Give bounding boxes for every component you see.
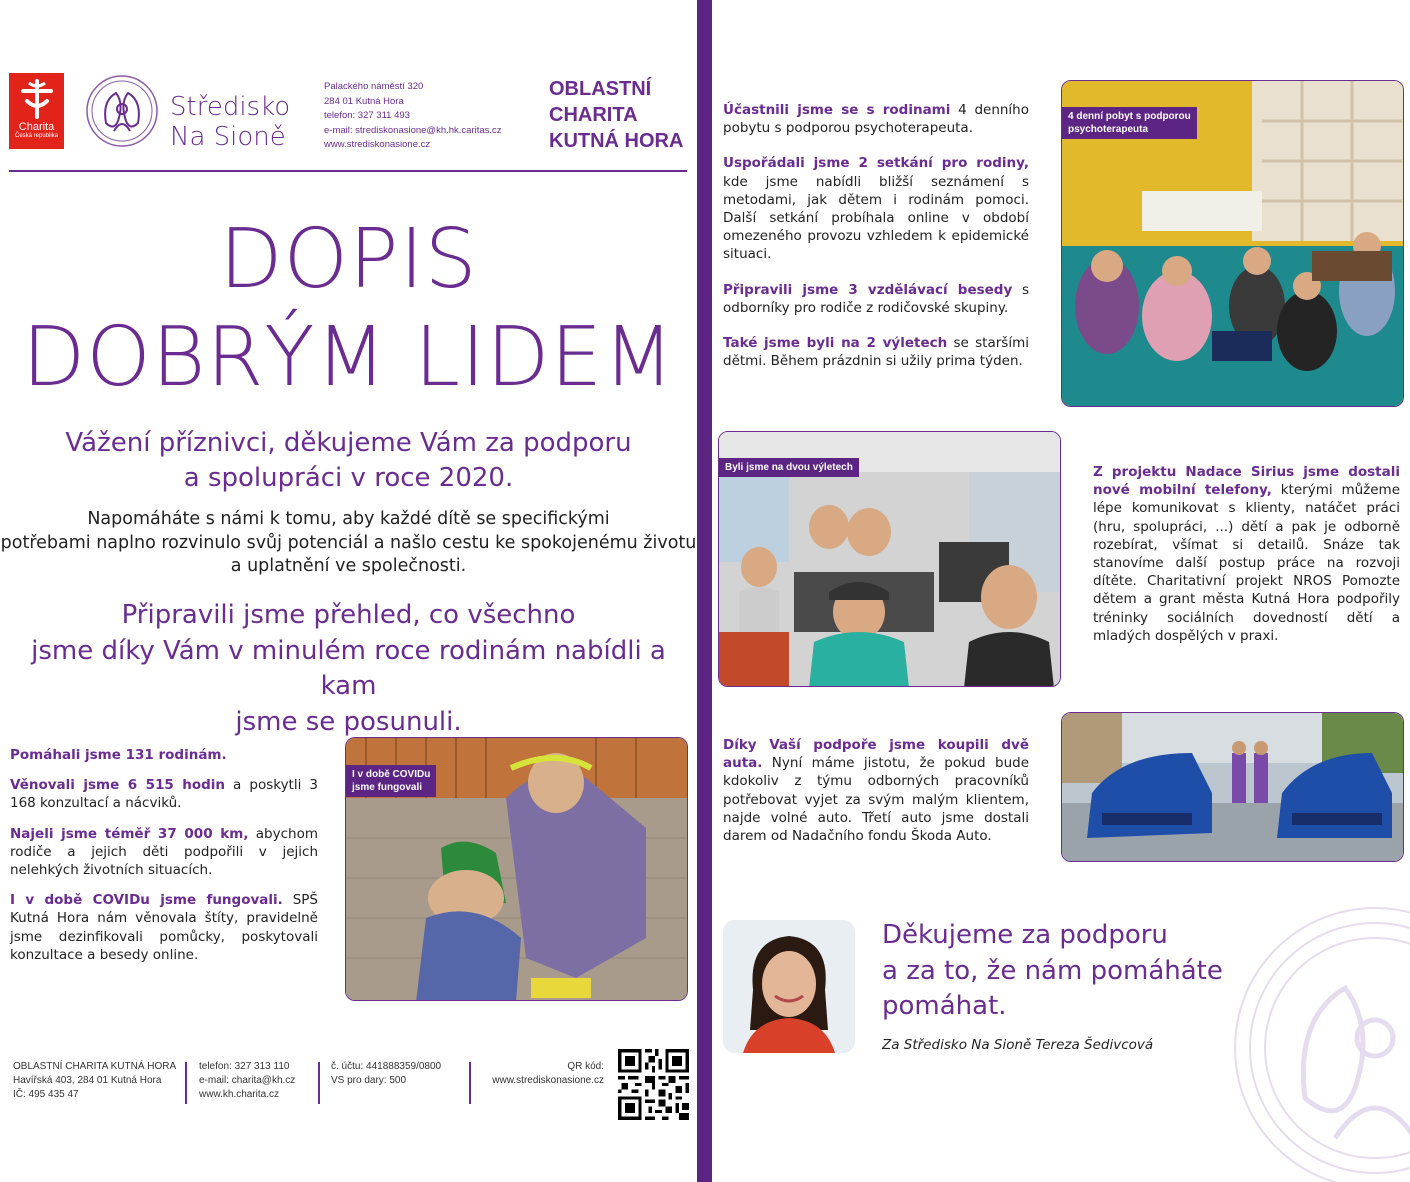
- greeting: Vážení příznivci, děkujeme Vám za podporu a spolupráci v roce 2020.: [65, 428, 632, 493]
- overview-heading: Připravili jsme přehled, co všechno jsme díky Vám v minulém roce rodinám nabídli a kam jsme se posunuli.: [31, 600, 666, 737]
- achievement-item: Účastnili jsme se s rodinami 4 denního pobytu s podporou psychoterapeuta.: [723, 102, 1030, 137]
- org-name: OBLASTNÍ CHARITA KUTNÁ HORA: [549, 78, 684, 152]
- charita-logo: [9, 73, 64, 149]
- sion-logo-icon: [84, 73, 160, 149]
- achievement-item: Pomáhali jsme 131 rodinám.: [10, 747, 227, 763]
- thanks-message: Děkujeme za podporu a za to, že nám pomáháte pomáhat.: [882, 920, 1223, 1021]
- right-achievements: [723, 101, 1029, 387]
- footer-separator: [469, 1062, 471, 1104]
- charita-logo-subtext: Česká republika: [14, 133, 59, 139]
- footer: [13, 1060, 693, 1120]
- header-website: www.strediskonasione.cz: [324, 139, 431, 150]
- footer-account: č. účtu: 441888359/0800 VS pro dary: 500: [331, 1061, 442, 1086]
- sion-watermark-icon: [1225, 898, 1410, 1182]
- footer-contact: telefon: 327 313 110 e-mail: charita@kh.cz www.kh.charita.cz: [199, 1061, 296, 1100]
- photo-cars: [1061, 712, 1404, 862]
- charita-logo-text: Charita: [18, 121, 55, 133]
- photo-pobyt: [1061, 80, 1404, 407]
- achievement-item: I v době COVIDu jsme fungovali. SPŠ Kutná Hora nám věnovala štíty, pravidelně jsme dezinfikovali pomůcky, poskytovali konzultace a besedy online.: [10, 892, 318, 963]
- photo-pobyt-caption: 4 denní pobyt s podporou psychoterapeuta: [1062, 107, 1197, 139]
- achievement-item: Věnovali jsme 6 515 hodin a poskytli 3 168 konzultací a nácviků.: [10, 777, 318, 812]
- photo-covid-caption: I v době COVIDu jsme fungovali: [346, 765, 436, 797]
- achievement-item: Najeli jsme téměř 37 000 km, abychom rodiče a jejich děti podpořili v jejich nelehkých životních situacích.: [10, 825, 318, 879]
- header-divider: [9, 170, 687, 172]
- photo-vylet-caption: Byli jsme na dvou výletech: [719, 458, 859, 477]
- footer-separator: [318, 1062, 320, 1104]
- footer-separator: [185, 1062, 187, 1104]
- achievement-item: Uspořádali jsme 2 setkání pro rodiny, kde jsme nabídli bližší seznámení s metodami, jak dětem i rodinám pomoci. Další setkání probíhala online v období omezeného provozu vzhledem k epidemické situaci.: [723, 155, 1029, 263]
- achievement-item: Připravili jsme 3 vzdělávací besedy s odborníky pro rodiče z rodičovské skupiny.: [723, 281, 1030, 316]
- sirius-paragraph: Z projektu Nadace Sirius jsme dostali nové mobilní telefony, kterými můžeme lépe komunikovat s klienty, natáčet práci (hru, spolupráci, ...) dětí a pak je odborně rozebírat, všímat si detailů. Snáze tak stanovíme další postup práce na rozvoji dítěte. Charitativní projekt NROS Pomozte dětem a grant města Kutná Hora podpořily tréninky sociálních dovedností dětí a mladých dospělých v praxi.: [1093, 464, 1400, 644]
- left-achievements: [10, 746, 318, 976]
- header-email: e-mail: strediskonasione@kh.hk.caritas.cz: [324, 124, 502, 136]
- charita-cross-icon: [15, 77, 59, 121]
- photo-cars-image: [1062, 713, 1404, 862]
- footer-org: OBLASTNÍ CHARITA KUTNÁ HORA Havířská 403, 284 01 Kutná Hora IČ: 495 435 47: [13, 1061, 177, 1100]
- achievement-item: Také jsme byli na 2 výletech se staršími dětmi. Během prázdnin si užily prima týden.: [723, 335, 1029, 370]
- sion-name: Středisko Na Sioně: [170, 92, 291, 152]
- portrait-image: [723, 920, 855, 1053]
- photo-covid: [345, 737, 688, 1001]
- intro-text: Napomáháte s námi k tomu, aby každé dítě se specifickými potřebami naplno rozvinulo svůj potenciál a našlo cestu ke spokojenému životu a uplatnění ve společnosti.: [0, 509, 697, 576]
- signature: Za Středisko Na Sioně Tereza Šedivcová: [882, 1037, 1154, 1053]
- qr-code-icon: [618, 1049, 689, 1120]
- header-address: Palackého náměstí 320 284 01 Kutná Hora telefon: 327 311 493 e-mail: strediskonasione@kh.hk.caritas.cz www.strediskonasione.cz: [324, 80, 502, 153]
- photo-vylet: [718, 431, 1061, 687]
- title-line-2: DOBRÝM LIDEM: [22, 310, 675, 405]
- title-line-1: DOPIS: [219, 212, 478, 307]
- footer-qr-label: QR kód: www.strediskonasione.cz: [492, 1061, 604, 1086]
- page-divider: [697, 0, 712, 1182]
- portrait-photo: [723, 920, 855, 1053]
- cars-paragraph: Díky Vaší podpoře jsme koupili dvě auta. Nyní máme jistotu, že pokud bude kdokoliv z týmu odborných pracovníků potřebovat vyjet za svým malým klientem, najde volné auto. Třetí auto jsme dostali darem od Nadačního fondu Škoda Auto.: [723, 737, 1029, 845]
